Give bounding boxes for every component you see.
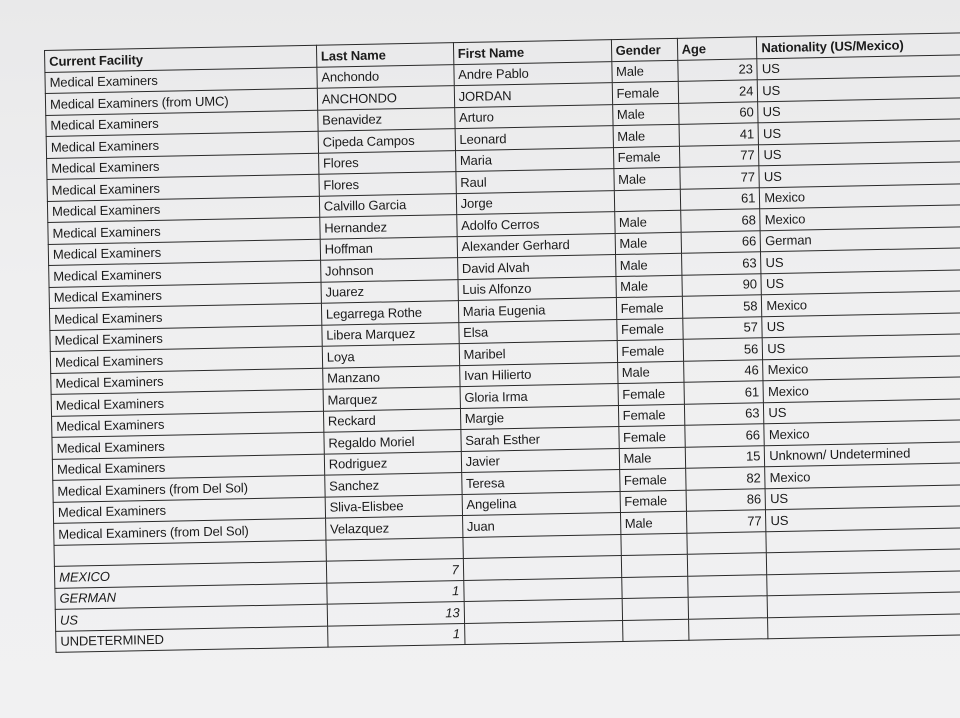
- cell-last-name: ANCHONDO: [317, 86, 454, 110]
- header-gender: Gender: [611, 38, 677, 61]
- blank-cell: [688, 596, 768, 619]
- cell-last-name: Libera Marquez: [322, 322, 459, 346]
- cell-nationality: US: [764, 397, 960, 424]
- cell-gender: Female: [618, 425, 684, 448]
- blank-cell: [463, 556, 621, 581]
- cell-age: 66: [681, 230, 761, 253]
- cell-age: 57: [682, 316, 762, 339]
- cell-last-name: Reckard: [323, 408, 460, 432]
- cell-first-name: Jorge: [456, 190, 614, 215]
- summary-label: MEXICO: [54, 561, 326, 588]
- cell-gender: Male: [611, 60, 677, 83]
- facility-table: [44, 31, 960, 653]
- blank-cell: [464, 620, 622, 645]
- cell-gender: Male: [613, 167, 679, 190]
- cell-first-name: Maria Eugenia: [458, 298, 616, 323]
- cell-nationality: Mexico: [763, 375, 960, 402]
- cell-first-name: Margie: [460, 405, 618, 430]
- cell-last-name: Juarez: [321, 279, 458, 303]
- cell-facility: Medical Examiners: [50, 346, 322, 373]
- cell-gender: Female: [619, 468, 685, 491]
- cell-nationality: German: [760, 225, 960, 252]
- cell-age: 61: [683, 381, 763, 404]
- cell-facility: Medical Examiners: [46, 110, 318, 137]
- cell-nationality: Mexico: [763, 354, 960, 381]
- cell-facility: Medical Examiners: [47, 196, 319, 223]
- cell-first-name: Raul: [456, 169, 614, 194]
- blank-cell: [686, 531, 766, 554]
- cell-facility: Medical Examiners: [48, 217, 320, 244]
- cell-last-name: Johnson: [320, 258, 457, 282]
- cell-gender: Female: [616, 318, 682, 341]
- summary-label: UNDETERMINED: [56, 626, 328, 653]
- blank-cell: [768, 612, 960, 639]
- cell-gender: Female: [616, 296, 682, 319]
- cell-age: 68: [680, 209, 760, 232]
- cell-age: 61: [680, 187, 760, 210]
- blank-cell: [463, 534, 621, 559]
- cell-age: 63: [684, 402, 764, 425]
- header-age: Age: [677, 37, 757, 60]
- cell-first-name: Elsa: [458, 319, 616, 344]
- blank-cell: [687, 574, 767, 597]
- cell-nationality: US: [761, 246, 960, 273]
- blank-cell: [622, 619, 688, 642]
- cell-age: 63: [681, 252, 761, 275]
- header-last-name: Last Name: [316, 43, 453, 67]
- cell-age: 66: [684, 424, 764, 447]
- cell-first-name: Gloria Irma: [460, 384, 618, 409]
- cell-gender: Male: [615, 275, 681, 298]
- cell-gender: Female: [620, 490, 686, 513]
- blank-cell: [464, 599, 622, 624]
- blank-cell: [463, 577, 621, 602]
- cell-gender: Male: [617, 361, 683, 384]
- cell-nationality: US: [763, 332, 960, 359]
- cell-last-name: Legarrega Rothe: [321, 301, 458, 325]
- cell-gender: Male: [614, 210, 680, 233]
- blank-cell: [620, 533, 686, 556]
- cell-gender: Male: [613, 124, 679, 147]
- header-facility: Current Facility: [45, 45, 317, 72]
- cell-last-name: Loya: [322, 344, 459, 368]
- cell-gender: Male: [615, 253, 681, 276]
- summary-label: GERMAN: [55, 583, 327, 610]
- cell-first-name: Sarah Esther: [461, 427, 619, 452]
- cell-facility: Medical Examiners: [45, 67, 317, 94]
- cell-nationality: US: [757, 53, 960, 80]
- cell-first-name: Andre Pablo: [454, 61, 612, 86]
- cell-last-name: Flores: [319, 172, 456, 196]
- cell-nationality: US: [758, 96, 960, 123]
- cell-last-name: Calvillo Garcia: [319, 193, 456, 217]
- cell-facility: Medical Examiners: [53, 497, 325, 524]
- cell-facility: Medical Examiners: [52, 454, 324, 481]
- cell-last-name: Regaldo Moriel: [324, 430, 461, 454]
- cell-facility: Medical Examiners: [52, 411, 324, 438]
- cell-facility: Medical Examiners: [48, 239, 320, 266]
- cell-nationality: US: [766, 504, 960, 531]
- cell-facility: Medical Examiners: [47, 153, 319, 180]
- cell-nationality: US: [765, 483, 960, 510]
- cell-last-name: Manzano: [322, 365, 459, 389]
- cell-facility: Medical Examiners (from Del Sol): [53, 475, 325, 502]
- cell-last-name: Cipeda Campos: [318, 129, 455, 153]
- cell-first-name: Javier: [461, 448, 619, 473]
- cell-first-name: Juan: [462, 513, 620, 538]
- blank-cell: [621, 554, 687, 577]
- cell-first-name: Arturo: [454, 104, 612, 129]
- cell-facility: Medical Examiners: [46, 131, 318, 158]
- cell-last-name: Velazquez: [325, 516, 462, 540]
- blank-cell: [622, 597, 688, 620]
- cell-first-name: David Alvah: [457, 255, 615, 280]
- cell-last-name: Marquez: [323, 387, 460, 411]
- cell-first-name: Angelina: [462, 491, 620, 516]
- cell-first-name: Adolfo Cerros: [456, 212, 614, 237]
- cell-nationality: US: [758, 117, 960, 144]
- cell-last-name: Sanchez: [324, 473, 461, 497]
- header-nationality: Nationality (US/Mexico): [757, 31, 960, 58]
- cell-age: 77: [686, 510, 766, 533]
- cell-first-name: Maribel: [459, 341, 617, 366]
- cell-age: 15: [685, 445, 765, 468]
- cell-last-name: Hoffman: [320, 236, 457, 260]
- header-first-name: First Name: [453, 40, 611, 65]
- cell-facility: Medical Examiners: [51, 368, 323, 395]
- summary-count: 7: [326, 559, 463, 583]
- summary-count: 13: [327, 602, 464, 626]
- cell-age: 23: [677, 58, 757, 81]
- cell-first-name: Luis Alfonzo: [458, 276, 616, 301]
- cell-age: 82: [685, 467, 765, 490]
- cell-age: 56: [683, 338, 763, 361]
- cell-gender: Female: [618, 404, 684, 427]
- cell-facility: Medical Examiners: [51, 389, 323, 416]
- cell-facility: Medical Examiners: [49, 303, 321, 330]
- cell-first-name: Ivan Hilierto: [459, 362, 617, 387]
- cell-facility: Medical Examiners: [50, 325, 322, 352]
- summary-rows: [54, 547, 960, 652]
- cell-gender: Male: [620, 511, 686, 534]
- cell-facility: Medical Examiners: [49, 260, 321, 287]
- cell-nationality: US: [759, 139, 960, 166]
- cell-nationality: US: [758, 74, 960, 101]
- cell-age: 90: [681, 273, 761, 296]
- cell-age: 46: [683, 359, 763, 382]
- cell-last-name: Benavidez: [317, 107, 454, 131]
- blank-cell: [621, 576, 687, 599]
- cell-age: 24: [678, 80, 758, 103]
- cell-age: 77: [679, 144, 759, 167]
- cell-gender: Male: [615, 232, 681, 255]
- summary-label: US: [55, 604, 327, 631]
- cell-age: 86: [686, 488, 766, 511]
- cell-nationality: Mexico: [760, 203, 960, 230]
- cell-last-name: Flores: [318, 150, 455, 174]
- cell-nationality: Mexico: [760, 182, 960, 209]
- cell-gender: Female: [613, 146, 679, 169]
- cell-first-name: Alexander Gerhard: [457, 233, 615, 258]
- cell-facility: Medical Examiners (from UMC): [45, 88, 317, 115]
- cell-gender: Female: [618, 382, 684, 405]
- cell-nationality: US: [762, 311, 960, 338]
- cell-gender: Male: [619, 447, 685, 470]
- cell-age: 77: [679, 166, 759, 189]
- cell-facility: Medical Examiners: [52, 432, 324, 459]
- cell-last-name: Sliva-Elisbee: [325, 494, 462, 518]
- cell-first-name: Maria: [455, 147, 613, 172]
- cell-age: 60: [678, 101, 758, 124]
- cell-first-name: Teresa: [461, 470, 619, 495]
- data-rows: [45, 53, 960, 545]
- cell-nationality: Mexico: [765, 461, 960, 488]
- cell-gender: Female: [617, 339, 683, 362]
- cell-gender: Female: [612, 81, 678, 104]
- cell-nationality: US: [761, 268, 960, 295]
- cell-last-name: Rodriguez: [324, 451, 461, 475]
- cell-facility: Medical Examiners: [49, 282, 321, 309]
- cell-first-name: Leonard: [455, 126, 613, 151]
- blank-cell: [326, 537, 463, 561]
- cell-gender: Male: [612, 103, 678, 126]
- summary-count: 1: [327, 623, 464, 647]
- summary-count: 1: [327, 580, 464, 604]
- cell-nationality: US: [759, 160, 960, 187]
- cell-last-name: Hernandez: [320, 215, 457, 239]
- blank-cell: [688, 617, 768, 640]
- cell-facility: Medical Examiners: [47, 174, 319, 201]
- cell-facility: Medical Examiners (from Del Sol): [54, 518, 326, 545]
- cell-gender: [614, 189, 680, 212]
- cell-nationality: Unknown/ Undetermined: [765, 440, 960, 467]
- cell-nationality: Mexico: [764, 418, 960, 445]
- cell-first-name: JORDAN: [454, 83, 612, 108]
- cell-last-name: Anchondo: [317, 64, 454, 88]
- cell-age: 58: [682, 295, 762, 318]
- blank-cell: [687, 553, 767, 576]
- cell-age: 41: [679, 123, 759, 146]
- cell-nationality: Mexico: [762, 289, 960, 316]
